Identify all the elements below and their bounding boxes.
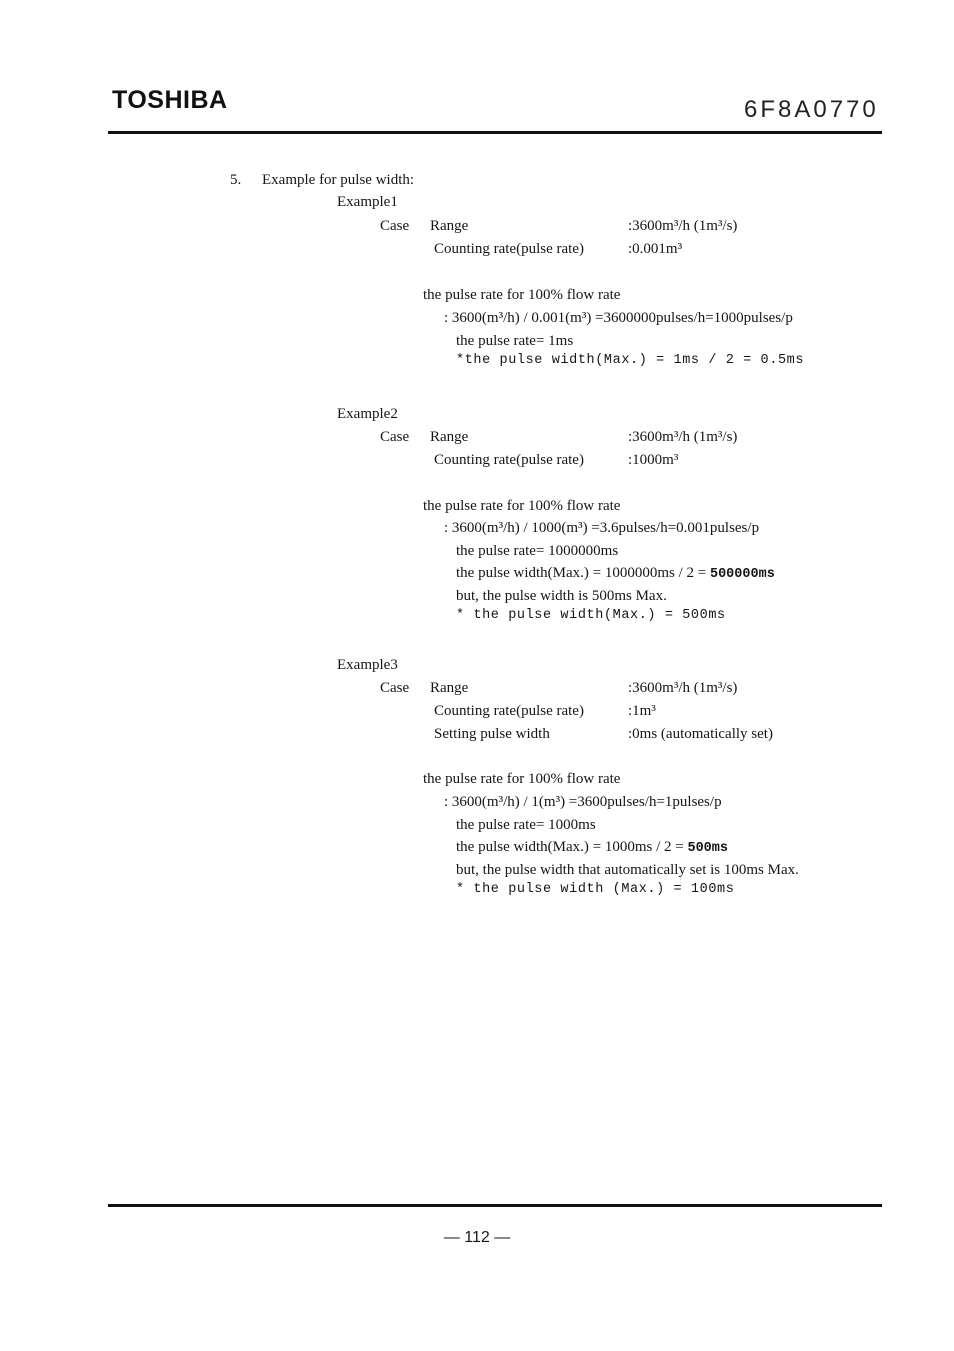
header-divider bbox=[108, 131, 882, 134]
case-label: Case bbox=[380, 218, 410, 234]
case-label: Case bbox=[380, 680, 410, 696]
range-label: Range bbox=[430, 680, 469, 696]
footer-divider bbox=[108, 1204, 882, 1207]
counting-rate-value: :0.001m³ bbox=[628, 241, 683, 257]
company-logo: TOSHIBA bbox=[112, 86, 228, 114]
result-line: * the pulse width (Max.) = 100ms bbox=[456, 882, 735, 897]
section-number: 5. bbox=[230, 172, 242, 188]
example-title: Example1 bbox=[337, 194, 398, 210]
range-value: :3600m³/h (1m³/s) bbox=[628, 218, 738, 234]
setting-pulse-width-label: Setting pulse width bbox=[434, 726, 550, 742]
pulse-width-max bbox=[456, 564, 775, 584]
result-line: *the pulse width(Max.) = 1ms / 2 = 0.5ms bbox=[456, 353, 805, 368]
calculation: : 3600(m³/h) / 0.001(m³) =3600000pulses/h=1000pulses/p bbox=[444, 310, 793, 326]
counting-rate-label: Counting rate(pulse rate) bbox=[434, 703, 584, 719]
pulse-rate: the pulse rate= 1000ms bbox=[456, 817, 596, 833]
pulse-width-value: 500000ms bbox=[709, 567, 775, 582]
example-title: Example3 bbox=[337, 657, 398, 673]
section-title: Example for pulse width: bbox=[262, 172, 415, 188]
example-title: Example2 bbox=[337, 406, 398, 422]
pulse-width-text: the pulse width(Max.) = 1000000ms / 2 = bbox=[456, 565, 710, 581]
case-label: Case bbox=[380, 429, 410, 445]
calculation: : 3600(m³/h) / 1(m³) =3600pulses/h=1pulses/p bbox=[444, 794, 722, 810]
range-value: :3600m³/h (1m³/s) bbox=[628, 429, 738, 445]
pulse-width-max bbox=[456, 838, 728, 858]
pulse-width-text: the pulse width(Max.) = 1000ms / 2 = bbox=[456, 839, 688, 855]
setting-pulse-width-value: :0ms (automatically set) bbox=[628, 726, 773, 742]
pulse-rate: the pulse rate= 1ms bbox=[456, 333, 574, 349]
note-line: but, the pulse width that automatically set is 100ms Max. bbox=[456, 862, 799, 878]
counting-rate-value: :1m³ bbox=[628, 703, 656, 719]
flow-rate-heading: the pulse rate for 100% flow rate bbox=[423, 498, 621, 514]
page-number: — 112 — bbox=[443, 1229, 511, 1246]
counting-rate-value: :1000m³ bbox=[628, 452, 679, 468]
document-number: 6F8A0770 bbox=[744, 96, 879, 123]
counting-rate-label: Counting rate(pulse rate) bbox=[434, 452, 584, 468]
range-label: Range bbox=[430, 218, 469, 234]
flow-rate-heading: the pulse rate for 100% flow rate bbox=[423, 771, 621, 787]
note-line: but, the pulse width is 500ms Max. bbox=[456, 588, 667, 604]
pulse-width-value: 500ms bbox=[687, 841, 728, 856]
range-label: Range bbox=[430, 429, 469, 445]
result-line: * the pulse width(Max.) = 500ms bbox=[456, 608, 726, 623]
counting-rate-label: Counting rate(pulse rate) bbox=[434, 241, 584, 257]
calculation: : 3600(m³/h) / 1000(m³) =3.6pulses/h=0.001pulses/p bbox=[444, 520, 760, 536]
pulse-rate: the pulse rate= 1000000ms bbox=[456, 543, 619, 559]
range-value: :3600m³/h (1m³/s) bbox=[628, 680, 738, 696]
flow-rate-heading: the pulse rate for 100% flow rate bbox=[423, 287, 621, 303]
